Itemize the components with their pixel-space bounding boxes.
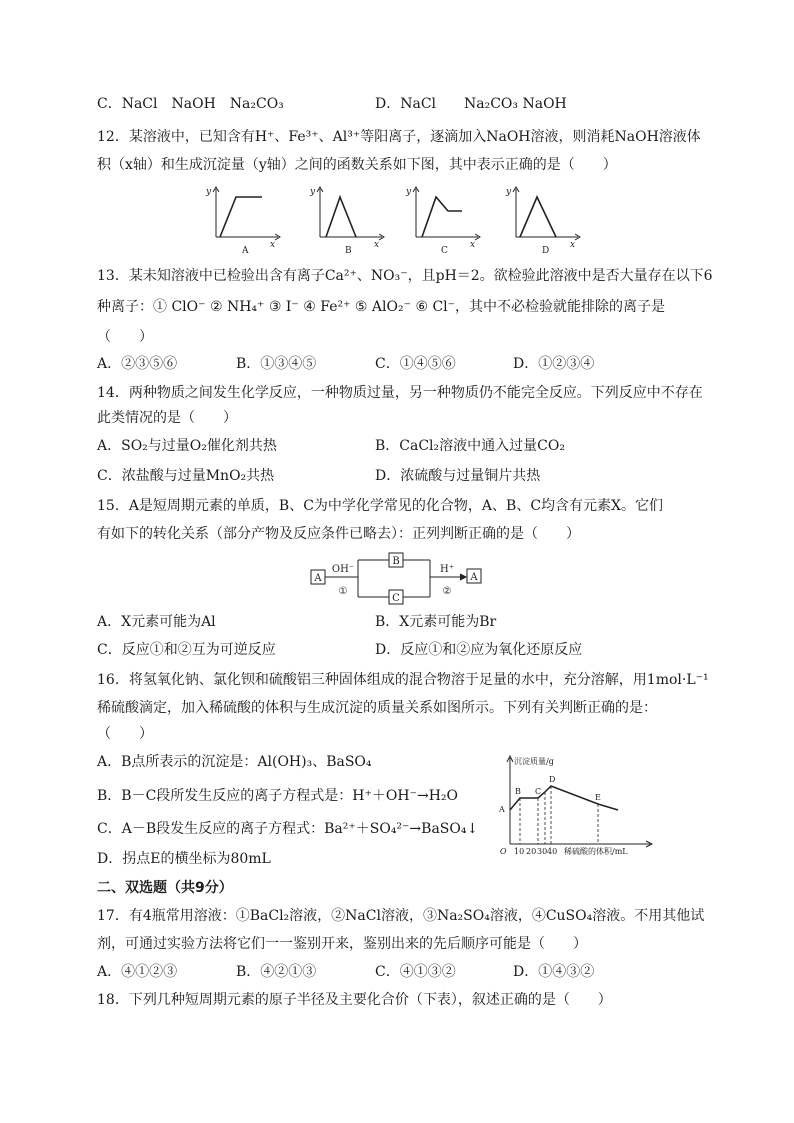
q12-stem-line2: 积（x轴）和生成沉淀量（y轴）之间的函数关系如下图，其中表示正确的是（ ） xyxy=(97,157,617,173)
q16-option-c: C．A－B段发生反应的离子方程式：Ba²⁺＋SO₄²⁻→BaSO₄↓ xyxy=(97,821,479,837)
svg-text:x: x xyxy=(374,240,380,250)
q15-box-b: B xyxy=(392,556,400,567)
q15-box-a-right: A xyxy=(470,572,478,583)
q12-graph-c xyxy=(413,187,480,240)
q15-conversion-diagram xyxy=(0,550,794,610)
q13-stem-line1: 13．某未知溶液中已检验出含有离子Ca²⁺、NO₃⁻，且pH＝2。欲检验此溶液中是否大量存在以下6 xyxy=(97,268,713,284)
q12-stem-line1: 12．某溶液中，已知含有H⁺、Fe³⁺、Al³⁺等阳离子，逐滴加入NaOH溶液，则消耗NaOH溶液体 xyxy=(97,129,701,145)
q12-graph-a xyxy=(213,187,280,240)
q14-stem-line2: 此类情况的是（ ） xyxy=(97,410,237,426)
svg-text:①: ① xyxy=(338,586,348,597)
q12-graphs xyxy=(0,183,794,263)
q13-option-b: B．①③④⑤ xyxy=(236,356,317,372)
svg-text:D: D xyxy=(549,775,556,784)
svg-text:x: x xyxy=(270,240,276,250)
q17-option-c: C．④①③② xyxy=(375,964,456,980)
svg-text:A: A xyxy=(499,805,505,814)
q15-stem-line2: 有如下的转化关系（部分产物及反应条件已略去）：正列判断正确的是（ ） xyxy=(97,526,580,542)
q13-option-c: C．①④⑤⑥ xyxy=(375,356,456,372)
q15-stem-line1: 15．A是短周期元素的单质，B、C为中学化学常见的化合物，A、B、C均含有元素X。它们 xyxy=(97,498,663,514)
q15-option-a: A．X元素可能为Al xyxy=(97,614,216,630)
q16-precipitate-graph xyxy=(494,750,664,860)
q17-option-d: D．①④③② xyxy=(513,964,595,980)
q18-stem-line1: 18．下列几种短周期元素的原子半径及主要化合价（下表），叙述正确的是（ ） xyxy=(97,992,612,1008)
q14-option-d: D．浓硫酸与过量铜片共热 xyxy=(375,468,541,484)
svg-text:x: x xyxy=(470,240,476,250)
svg-text:x: x xyxy=(570,240,576,250)
q12-graph-a-label: A xyxy=(242,246,249,256)
svg-text:y: y xyxy=(310,187,316,197)
svg-text:E: E xyxy=(595,793,601,802)
q16-stem-line3: （ ） xyxy=(97,726,153,742)
q16-stem-line1: 16．将氢氧化钠、氯化钡和硫酸铝三种固体组成的混合物溶于足量的水中，充分溶解，用1mol·L⁻¹ xyxy=(97,672,709,688)
q14-option-a: A．SO₂与过量O₂催化剂共热 xyxy=(97,438,277,454)
svg-text:10: 10 xyxy=(514,847,525,856)
q15-box-c: C xyxy=(392,593,400,604)
svg-text:20: 20 xyxy=(526,847,537,856)
q17-stem-line2: 剂，可通过实验方法将它们一一鉴别开来，鉴别出来的先后顺序可能是（ ） xyxy=(97,936,587,952)
q16-option-d: D．拐点E的横坐标为80mL xyxy=(97,851,271,867)
svg-text:C: C xyxy=(535,787,542,796)
q16-option-b: B．B－C段所发生反应的离子方程式是：H⁺＋OH⁻→H₂O xyxy=(97,788,458,804)
q12-graph-c-label: C xyxy=(441,246,448,256)
q13-stem-line2: 种离子：① ClO⁻ ② NH₄⁺ ③ I⁻ ④ Fe²⁺ ⑤ AlO₂⁻ ⑥ Cl⁻，其中不必检验就能排除的离子是 xyxy=(97,299,666,315)
q15-box-a-left: A xyxy=(314,573,322,584)
svg-text:H⁺: H⁺ xyxy=(440,564,454,575)
q16-stem-line2: 稀硫酸滴定，加入稀硫酸的体积与生成沉淀的质量关系如图所示。下列有关判断正确的是： xyxy=(97,700,657,716)
q14-option-c: C．浓盐酸与过量MnO₂共热 xyxy=(97,468,275,484)
q17-stem-line1: 17．有4瓶常用溶液：①BaCl₂溶液，②NaCl溶液，③Na₂SO₄溶液，④CuSO₄溶液。不用其他试 xyxy=(97,908,705,924)
q16-graph-xlabel: 稀硫酸的体积/mL xyxy=(564,847,628,856)
q16-graph-ylabel: 沉淀质量/g xyxy=(514,757,554,766)
svg-text:y: y xyxy=(206,187,212,197)
svg-text:②: ② xyxy=(442,586,452,597)
q13-stem-line3: （ ） xyxy=(97,329,153,345)
svg-text:30: 30 xyxy=(537,847,548,856)
q14-option-b: B．CaCl₂溶液中通入过量CO₂ xyxy=(375,438,565,454)
svg-text:40: 40 xyxy=(547,847,558,856)
q13-option-a: A．②③⑤⑥ xyxy=(97,356,178,372)
q16-option-a: A．B点所表示的沉淀是：Al(OH)₃、BaSO₄ xyxy=(97,754,372,770)
q12-graph-d xyxy=(513,187,580,240)
q13-option-d: D．①②③④ xyxy=(513,356,595,372)
q12-graph-b xyxy=(317,187,384,240)
q12-graph-b-label: B xyxy=(345,246,352,256)
q14-stem-line1: 14．两种物质之间发生化学反应，一种物质过量，另一种物质仍不能完全反应。下列反应中不存在 xyxy=(97,385,703,401)
svg-text:y: y xyxy=(406,187,412,197)
q15-option-b: B．X元素可能为Br xyxy=(375,614,497,630)
section-heading-double-choice: 二、双选题（共9分） xyxy=(97,880,233,896)
q15-option-d: D．反应①和②应为氧化还原反应 xyxy=(375,642,583,658)
svg-text:OH⁻: OH⁻ xyxy=(331,564,355,575)
q15-option-c: C．反应①和②互为可逆反应 xyxy=(97,642,276,658)
svg-text:y: y xyxy=(506,187,512,197)
q12-graph-d-label: D xyxy=(542,246,550,256)
q11-option-d: D．NaCl Na₂CO₃ NaOH xyxy=(375,96,567,112)
q17-option-b: B．④②①③ xyxy=(236,964,317,980)
q17-option-a: A．④①②③ xyxy=(97,964,178,980)
svg-text:O: O xyxy=(500,847,507,856)
q11-option-c: C．NaCl NaOH Na₂CO₃ xyxy=(97,96,284,112)
svg-text:B: B xyxy=(515,787,521,796)
